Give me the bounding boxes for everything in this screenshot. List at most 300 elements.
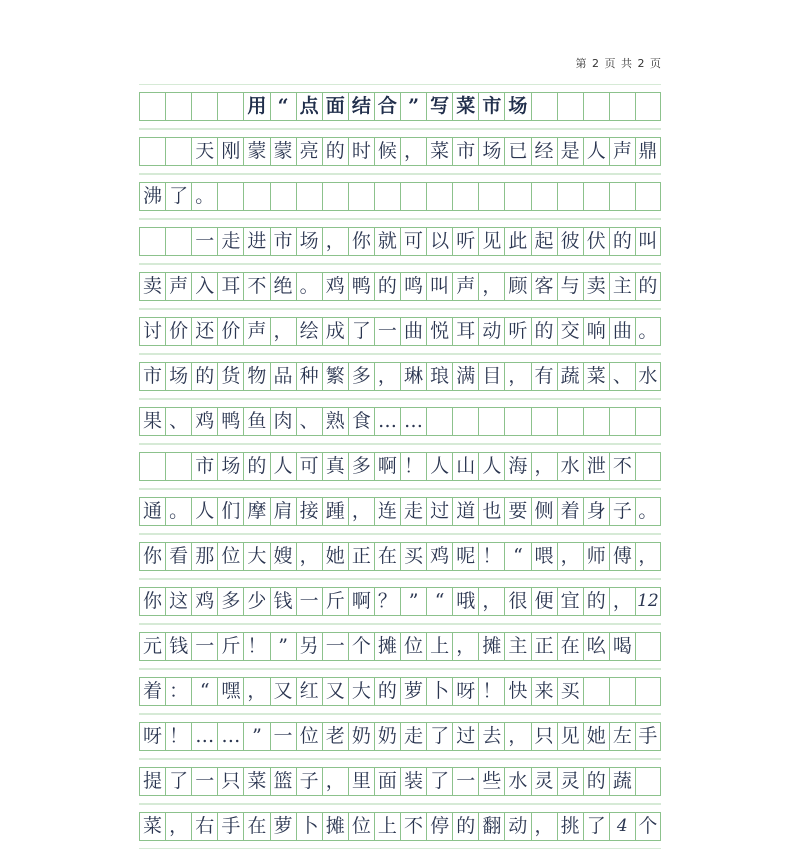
grid-cell: 奶 — [374, 723, 400, 750]
grid-cell: 经 — [531, 138, 557, 165]
grid-cell: 买 — [557, 678, 583, 705]
grid-cell: 手 — [635, 723, 661, 750]
grid-cell: … — [217, 723, 243, 750]
grid-cell: ， — [348, 498, 374, 525]
grid-cell: ， — [400, 138, 426, 165]
grid-cell: 在 — [243, 813, 269, 840]
grid-cell: 。 — [191, 183, 217, 210]
grid-cell: 位 — [296, 723, 322, 750]
grid-cell: 4 — [609, 813, 635, 840]
grid-cell: ， — [504, 363, 530, 390]
grid-cell — [478, 183, 504, 210]
grid-cell: 的 — [374, 678, 400, 705]
grid-cell: ， — [609, 588, 635, 615]
grid-cell: 位 — [400, 633, 426, 660]
grid-cell: 蒙 — [270, 138, 296, 165]
grid-cell: 着 — [557, 498, 583, 525]
grid-cell: 声 — [243, 318, 269, 345]
grid-cell: 吆 — [583, 633, 609, 660]
grid-cell: ， — [478, 588, 504, 615]
grid-cell — [635, 633, 661, 660]
grid-cell: 写 — [426, 93, 452, 120]
grid-cell: 进 — [243, 228, 269, 255]
grid-cell: ” — [400, 588, 426, 615]
grid-cell: ？ — [374, 588, 400, 615]
grid-cell: 接 — [296, 498, 322, 525]
grid-cell: 个 — [348, 633, 374, 660]
grid-cell: “ — [191, 678, 217, 705]
grid-cell: 的 — [531, 318, 557, 345]
grid-cell: 们 — [217, 498, 243, 525]
grid-cell: 嘿 — [217, 678, 243, 705]
grid-cell — [635, 768, 661, 795]
grid-cell: 卖 — [583, 273, 609, 300]
grid-cell: 走 — [400, 723, 426, 750]
grid-cell: 的 — [583, 768, 609, 795]
grid-cell: 斤 — [217, 633, 243, 660]
grid-cell: 啊 — [348, 588, 374, 615]
grid-cell: 道 — [452, 498, 478, 525]
grid-cell: 喝 — [609, 633, 635, 660]
grid-cell: 正 — [348, 543, 374, 570]
grid-cell: 师 — [583, 543, 609, 570]
grid-cell: 场 — [296, 228, 322, 255]
grid-cell: 菜 — [139, 813, 165, 840]
grid-cell: 蔬 — [557, 363, 583, 390]
grid-cell: 宜 — [557, 588, 583, 615]
grid-cell: 萝 — [270, 813, 296, 840]
grid-cell: 菜 — [452, 93, 478, 120]
grid-cell: 合 — [374, 93, 400, 120]
essay-row — [139, 542, 661, 571]
grid-cell: 鱼 — [243, 408, 269, 435]
grid-cell: 人 — [426, 453, 452, 480]
grid-cell: 场 — [504, 93, 530, 120]
grid-cell — [635, 183, 661, 210]
grid-cell: 市 — [270, 228, 296, 255]
grid-cell: 不 — [400, 813, 426, 840]
grid-cell: 红 — [296, 678, 322, 705]
grid-cell: 一 — [296, 588, 322, 615]
grid-cell: 山 — [452, 453, 478, 480]
grid-cell: 声 — [165, 273, 191, 300]
grid-cell: 起 — [531, 228, 557, 255]
grid-cell: 讨 — [139, 318, 165, 345]
grid-cell: 鼎 — [635, 138, 661, 165]
grid-cell — [452, 408, 478, 435]
grid-cell: 那 — [191, 543, 217, 570]
grid-cell: 了 — [583, 813, 609, 840]
essay-row — [139, 497, 661, 526]
grid-cell: 呀 — [452, 678, 478, 705]
grid-cell: ， — [557, 543, 583, 570]
grid-cell: 卜 — [426, 678, 452, 705]
grid-cell: 走 — [400, 498, 426, 525]
grid-cell: 物 — [243, 363, 269, 390]
grid-cell: 的 — [322, 138, 348, 165]
grid-cell — [165, 228, 191, 255]
grid-cell: 多 — [348, 363, 374, 390]
grid-cell: 的 — [583, 588, 609, 615]
grid-cell — [635, 678, 661, 705]
grid-cell: 一 — [191, 633, 217, 660]
grid-cell: ！ — [243, 633, 269, 660]
grid-cell: ， — [243, 678, 269, 705]
grid-cell — [296, 183, 322, 210]
grid-cell: 菜 — [243, 768, 269, 795]
grid-cell: 走 — [217, 228, 243, 255]
grid-cell: 摊 — [478, 633, 504, 660]
grid-cell: 客 — [531, 273, 557, 300]
grid-cell: 肩 — [270, 498, 296, 525]
grid-cell: 一 — [452, 768, 478, 795]
grid-cell: 摩 — [243, 498, 269, 525]
grid-cell: 位 — [217, 543, 243, 570]
grid-cell: 另 — [296, 633, 322, 660]
grid-cell: 她 — [322, 543, 348, 570]
grid-cell: … — [400, 408, 426, 435]
grid-cell: 此 — [504, 228, 530, 255]
grid-cell: 翻 — [478, 813, 504, 840]
grid-cell: 大 — [243, 543, 269, 570]
grid-cell: 的 — [452, 813, 478, 840]
grid-cell: 动 — [478, 318, 504, 345]
grid-cell — [635, 408, 661, 435]
essay-row — [139, 272, 661, 301]
grid-cell: 见 — [478, 228, 504, 255]
grid-cell: 子 — [609, 498, 635, 525]
grid-cell — [374, 183, 400, 210]
grid-cell: 。 — [296, 273, 322, 300]
grid-cell: 与 — [557, 273, 583, 300]
grid-cell: 水 — [504, 768, 530, 795]
grid-cell: 顾 — [504, 273, 530, 300]
grid-cell — [557, 183, 583, 210]
grid-cell: 悦 — [426, 318, 452, 345]
grid-cell: 萝 — [400, 678, 426, 705]
grid-cell: 人 — [270, 453, 296, 480]
grid-cell: 曲 — [609, 318, 635, 345]
grid-cell: 子 — [296, 768, 322, 795]
grid-cell — [243, 183, 269, 210]
grid-cell: 她 — [583, 723, 609, 750]
grid-cell — [478, 408, 504, 435]
grid-cell: 侧 — [531, 498, 557, 525]
grid-cell: 的 — [374, 273, 400, 300]
grid-cell — [504, 183, 530, 210]
grid-cell: 肉 — [270, 408, 296, 435]
grid-cell: 12 — [635, 588, 661, 615]
grid-cell: 个 — [635, 813, 661, 840]
grid-cell: 的 — [635, 273, 661, 300]
grid-cell — [139, 138, 165, 165]
grid-cell: 候 — [374, 138, 400, 165]
grid-cell — [165, 453, 191, 480]
grid-cell — [400, 183, 426, 210]
grid-cell: 手 — [217, 813, 243, 840]
grid-cell: ， — [296, 543, 322, 570]
grid-cell: 满 — [452, 363, 478, 390]
grid-cell: 市 — [139, 363, 165, 390]
grid-cell — [635, 453, 661, 480]
grid-cell: 大 — [348, 678, 374, 705]
essay-row — [139, 452, 661, 481]
grid-cell: 繁 — [322, 363, 348, 390]
grid-cell: 的 — [243, 453, 269, 480]
grid-cell: 听 — [504, 318, 530, 345]
grid-cell: 品 — [270, 363, 296, 390]
grid-cell: 鸡 — [322, 273, 348, 300]
grid-cell — [557, 93, 583, 120]
grid-cell: 提 — [139, 768, 165, 795]
grid-cell — [165, 93, 191, 120]
grid-cell: ： — [165, 678, 191, 705]
grid-cell: 市 — [452, 138, 478, 165]
grid-cell: 菜 — [426, 138, 452, 165]
grid-cell — [426, 183, 452, 210]
grid-cell: 价 — [165, 318, 191, 345]
grid-cell: 一 — [191, 228, 217, 255]
essay-row — [139, 317, 661, 346]
grid-cell: 的 — [609, 228, 635, 255]
grid-cell: 听 — [452, 228, 478, 255]
grid-cell: 熟 — [322, 408, 348, 435]
grid-cell: 要 — [504, 498, 530, 525]
grid-cell: 些 — [478, 768, 504, 795]
grid-cell: 呀 — [139, 723, 165, 750]
grid-cell: 便 — [531, 588, 557, 615]
grid-cell: 蔬 — [609, 768, 635, 795]
grid-cell: 一 — [191, 768, 217, 795]
grid-cell: 叫 — [426, 273, 452, 300]
grid-cell: 人 — [478, 453, 504, 480]
grid-cell — [531, 93, 557, 120]
grid-cell: 哦 — [452, 588, 478, 615]
grid-cell — [139, 228, 165, 255]
grid-cell: 成 — [322, 318, 348, 345]
grid-cell — [322, 183, 348, 210]
grid-cell: 钱 — [165, 633, 191, 660]
grid-cell: 声 — [452, 273, 478, 300]
grid-cell: 场 — [478, 138, 504, 165]
grid-cell: ！ — [165, 723, 191, 750]
grid-cell: 曲 — [400, 318, 426, 345]
essay-row — [139, 812, 661, 841]
grid-cell — [557, 408, 583, 435]
grid-cell — [139, 93, 165, 120]
grid-cell: 耳 — [217, 273, 243, 300]
grid-cell: 蒙 — [243, 138, 269, 165]
grid-cell: ， — [322, 768, 348, 795]
grid-cell: 可 — [296, 453, 322, 480]
grid-cell — [191, 93, 217, 120]
grid-cell: 。 — [635, 498, 661, 525]
grid-cell: 果 — [139, 408, 165, 435]
grid-cell: 钱 — [270, 588, 296, 615]
grid-cell: 斤 — [322, 588, 348, 615]
grid-cell: 以 — [426, 228, 452, 255]
grid-cell: ， — [635, 543, 661, 570]
grid-cell: ， — [452, 633, 478, 660]
grid-cell: 停 — [426, 813, 452, 840]
grid-cell: ， — [478, 273, 504, 300]
grid-cell: 鸡 — [191, 408, 217, 435]
grid-cell: ， — [531, 813, 557, 840]
grid-cell — [270, 183, 296, 210]
grid-cell: ！ — [478, 678, 504, 705]
grid-cell: 声 — [609, 138, 635, 165]
grid-cell: 了 — [165, 183, 191, 210]
grid-cell: 位 — [348, 813, 374, 840]
grid-cell — [452, 183, 478, 210]
grid-cell — [583, 408, 609, 435]
essay-title-row — [139, 92, 661, 121]
grid-cell: 琅 — [426, 363, 452, 390]
essay-row — [139, 137, 661, 166]
grid-cell — [217, 183, 243, 210]
grid-cell: 你 — [139, 543, 165, 570]
grid-cell: 在 — [557, 633, 583, 660]
grid-cell: 的 — [191, 363, 217, 390]
grid-cell: 看 — [165, 543, 191, 570]
grid-cell: 价 — [217, 318, 243, 345]
grid-cell: 。 — [165, 498, 191, 525]
grid-cell: 了 — [426, 723, 452, 750]
grid-cell: 目 — [478, 363, 504, 390]
grid-cell: 灵 — [557, 768, 583, 795]
grid-cell: ” — [270, 633, 296, 660]
grid-cell: 水 — [557, 453, 583, 480]
grid-cell: 喂 — [531, 543, 557, 570]
grid-cell: 装 — [400, 768, 426, 795]
grid-cell — [583, 678, 609, 705]
grid-cell: 又 — [270, 678, 296, 705]
grid-cell: 也 — [478, 498, 504, 525]
grid-cell: 很 — [504, 588, 530, 615]
grid-cell: 了 — [348, 318, 374, 345]
grid-cell: 就 — [374, 228, 400, 255]
grid-cell: 上 — [426, 633, 452, 660]
grid-cell: 还 — [191, 318, 217, 345]
grid-cell: 彼 — [557, 228, 583, 255]
grid-cell: 耳 — [452, 318, 478, 345]
grid-cell: 买 — [400, 543, 426, 570]
grid-cell: ！ — [478, 543, 504, 570]
grid-cell: “ — [270, 93, 296, 120]
grid-cell: 、 — [609, 363, 635, 390]
essay-row — [139, 632, 661, 661]
grid-cell: 天 — [191, 138, 217, 165]
grid-cell: 元 — [139, 633, 165, 660]
grid-cell: 刚 — [217, 138, 243, 165]
grid-cell: 少 — [243, 588, 269, 615]
grid-cell: 场 — [165, 363, 191, 390]
grid-cell: 食 — [348, 408, 374, 435]
grid-cell — [165, 138, 191, 165]
grid-cell: 多 — [217, 588, 243, 615]
grid-cell: 来 — [531, 678, 557, 705]
grid-cell: 主 — [609, 273, 635, 300]
grid-cell: 点 — [296, 93, 322, 120]
grid-cell: ， — [504, 723, 530, 750]
grid-cell: ！ — [400, 453, 426, 480]
grid-cell: 你 — [348, 228, 374, 255]
essay-row — [139, 677, 661, 706]
grid-cell: 面 — [322, 93, 348, 120]
grid-cell: 货 — [217, 363, 243, 390]
grid-cell: 了 — [165, 768, 191, 795]
grid-cell: 去 — [478, 723, 504, 750]
grid-cell: 亮 — [296, 138, 322, 165]
grid-cell: 摊 — [374, 633, 400, 660]
grid-cell: ， — [165, 813, 191, 840]
grid-cell: 篮 — [270, 768, 296, 795]
grid-cell: 啊 — [374, 453, 400, 480]
grid-cell: 奶 — [348, 723, 374, 750]
grid-cell — [609, 678, 635, 705]
grid-cell: 只 — [531, 723, 557, 750]
grid-cell: 琳 — [400, 363, 426, 390]
grid-cell: 场 — [217, 453, 243, 480]
grid-cell: ， — [374, 363, 400, 390]
grid-cell: “ — [426, 588, 452, 615]
grid-cell: 结 — [348, 93, 374, 120]
grid-cell — [139, 453, 165, 480]
grid-cell: 人 — [583, 138, 609, 165]
grid-cell: 交 — [557, 318, 583, 345]
grid-cell: 叫 — [635, 228, 661, 255]
grid-cell: 时 — [348, 138, 374, 165]
grid-cell: 里 — [348, 768, 374, 795]
grid-cell: 左 — [609, 723, 635, 750]
grid-cell — [609, 183, 635, 210]
grid-cell: 老 — [322, 723, 348, 750]
grid-cell: 不 — [243, 273, 269, 300]
essay-row — [139, 407, 661, 436]
grid-cell: 。 — [635, 318, 661, 345]
grid-cell: 右 — [191, 813, 217, 840]
grid-cell: 通 — [139, 498, 165, 525]
grid-cell: 用 — [243, 93, 269, 120]
grid-cell: 见 — [557, 723, 583, 750]
grid-cell: 上 — [374, 813, 400, 840]
grid-cell: 已 — [504, 138, 530, 165]
grid-cell: 泄 — [583, 453, 609, 480]
grid-cell: 身 — [583, 498, 609, 525]
page-indicator: 第 2 页 共 2 页 — [575, 57, 662, 70]
grid-cell: ” — [400, 93, 426, 120]
grid-cell: 入 — [191, 273, 217, 300]
grid-cell — [583, 183, 609, 210]
grid-cell: 踵 — [322, 498, 348, 525]
grid-cell: 鸭 — [217, 408, 243, 435]
grid-cell: … — [191, 723, 217, 750]
grid-cell: 只 — [217, 768, 243, 795]
grid-cell: 绝 — [270, 273, 296, 300]
grid-cell: 伏 — [583, 228, 609, 255]
grid-cell: ， — [531, 453, 557, 480]
essay-row — [139, 587, 661, 616]
grid-cell: 沸 — [139, 183, 165, 210]
grid-cell: 卜 — [296, 813, 322, 840]
grid-cell: 鸡 — [426, 543, 452, 570]
grid-cell: 鸣 — [400, 273, 426, 300]
grid-cell — [583, 93, 609, 120]
grid-cell: 一 — [374, 318, 400, 345]
grid-cell — [504, 408, 530, 435]
grid-cell: 卖 — [139, 273, 165, 300]
grid-cell: 了 — [426, 768, 452, 795]
